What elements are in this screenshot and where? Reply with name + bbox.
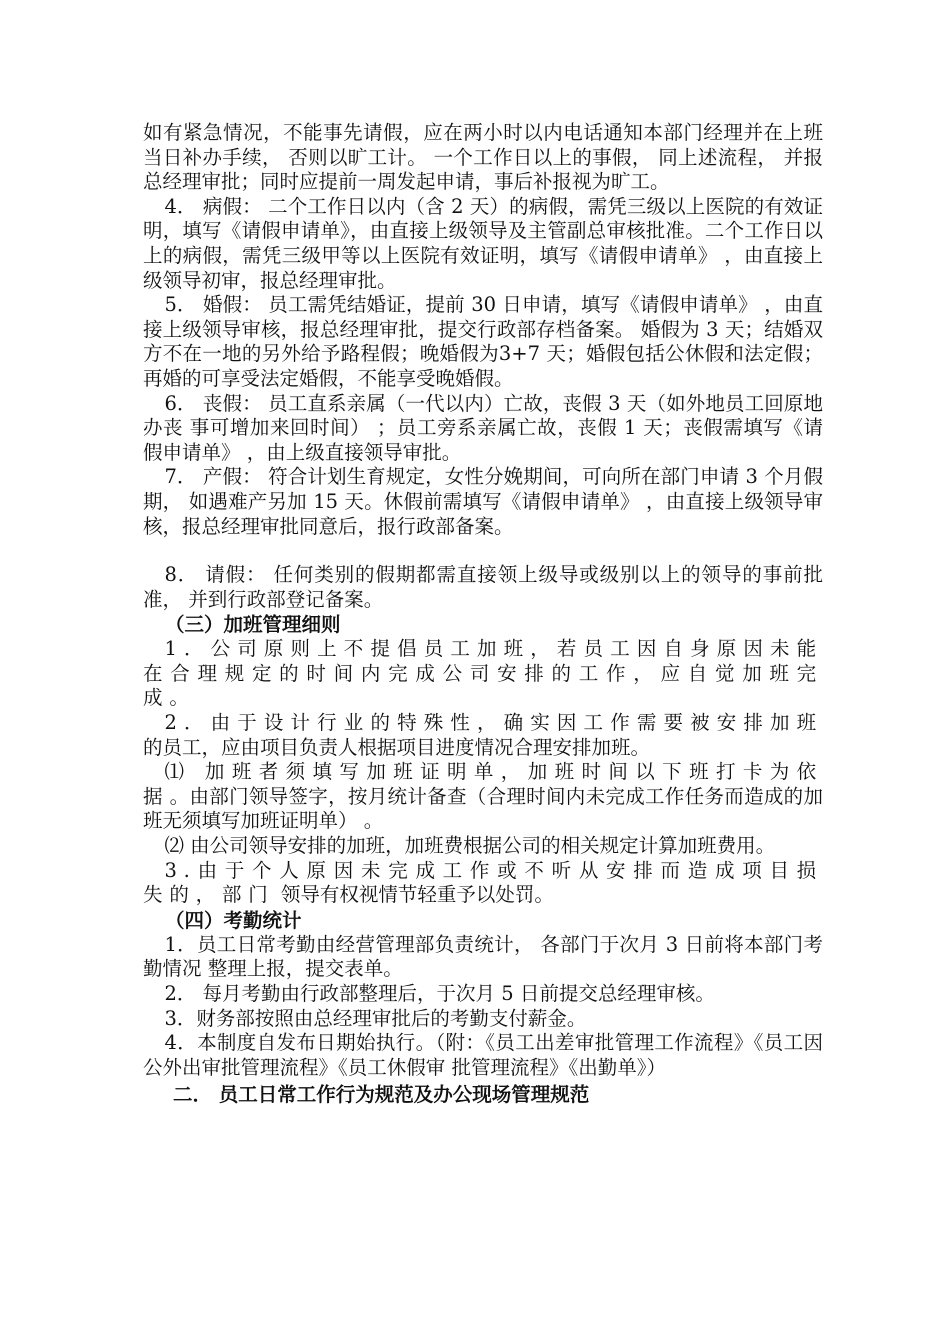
- paragraph-leave-request: 8． 请假： 任何类别的假期都需直接领上级导或级别以上的领导的事前批准， 并到行政部登记备案。: [143, 563, 823, 611]
- paragraph-attendance-payroll: 3．财务部按照由总经理审批后的考勤支付薪金。: [164, 1006, 587, 1030]
- paragraph-sick-leave: 4． 病假： 二个工作日以内（含 2 天）的病假，需凭三级以上医院的有效证明，填写《请假申请单》，由直接上级领导及主管副总审核批准。二个工作日以 上的病假，需凭三级甲等以上医院有效证明，填写《请假申请单》 ，由直接上级领导初审，报总经理审批。: [143, 194, 823, 292]
- paragraph-attendance-monthly: 2． 每月考勤由行政部整理后，于次月 5 日前提交总经理审核。: [164, 982, 715, 1005]
- paragraph-overtime-penalty: [143, 859, 823, 908]
- overtime-design-text-a: 2．由于设计行业的特殊性，确实因工作需要被安排加班: [164, 711, 823, 735]
- paragraph-maternity-leave: 7． 产假： 符合计划生育规定，女性分娩期间，可向所在部门申请 3 个月假期， 如遇难产另加 15 天。休假前需填写《请假申请单》 ，由直接上级领导审核，报总经理审批同意后，报行政部备案。: [143, 465, 823, 538]
- paragraph-emergency-leave: 如有紧急情况，不能事先请假，应在两小时以内电话通知本部门经理并在上班当日补办手续， 否则以旷工计。 一个工作日以上的事假， 同上述流程， 并报总经理审批；同时应提前一周发起申请，事后补报视为旷工。: [143, 121, 823, 194]
- overtime-penalty-text-a: 3.由于个人原因未完成工作或不听从安排而造成项目损失的，部门: [143, 858, 823, 907]
- paragraph-overtime-design-industry: [143, 711, 823, 760]
- overtime-certificate-text-b: 。由部门领导签字，按月统计备查（合理时间内未完成工作任务而造成的加班无须填写加班证明单） 。: [143, 784, 823, 833]
- overtime-penalty-text-b: 领导有权视情节轻重予以处罚。: [274, 883, 554, 907]
- paragraph-marriage-leave: 5． 婚假： 员工需凭结婚证，提前 30 日申请，填写《请假申请单》 ，由直接上级领导审核，报总经理审批，提交行政部存档备案。 婚假为 3 天；结婚双方不在一地的另外给予路程假；晚婚假为3+7 天；婚假包括公休假和法定假；再婚的可享受法定婚假，不能享受晚婚假。: [143, 293, 823, 390]
- paragraph-bereavement-leave: 6． 丧假： 员工直系亲属（一代以内）亡故，丧假 3 天（如外地员工回原地办丧 事可增加来回时间） ；员工旁系亲属亡故，丧假 1 天；丧假需填写《请假申请单》 ，由上级直接领导审批。: [143, 391, 823, 464]
- overtime-design-text-b: 的员工，应由项目负责人根据项目进度情况合理安排加班。: [143, 735, 651, 759]
- paragraph-overtime-pay: ⑵ 由公司领导安排的加班，加班费根据公司的相关规定计算加班费用。: [164, 834, 776, 858]
- heading-attendance-statistics: （四）考勤统计: [165, 908, 302, 932]
- paragraph-attendance-effective: 4．本制度自发布日期始执行。（附：《员工出差审批管理工作流程》《员工因公外出审批管理流程》《员工休假审 批管理流程》《出勤单》）: [143, 1031, 823, 1079]
- overtime-certificate-text-a: ⑴ 加班者须填写加班证明单，加班时间以下班打卡为依据: [143, 760, 823, 808]
- heading-section-two: 二． 员工日常工作行为规范及办公现场管理规范: [173, 1083, 590, 1107]
- paragraph-overtime-certificate: [143, 760, 823, 834]
- document-page: [143, 121, 823, 1107]
- heading-overtime-rules: （三）加班管理细则: [165, 613, 341, 637]
- paragraph-overtime-principle: 1．公司原则上不提倡员工加班，若员工因自身原因未能在合理规定的时间内完成公司安排的工作，应自觉加班完成。: [143, 637, 823, 710]
- paragraph-attendance-daily: 1．员工日常考勤由经营管理部负责统计， 各部门于次月 3 日前将本部门考勤情况 整理上报，提交表单。: [143, 932, 823, 981]
